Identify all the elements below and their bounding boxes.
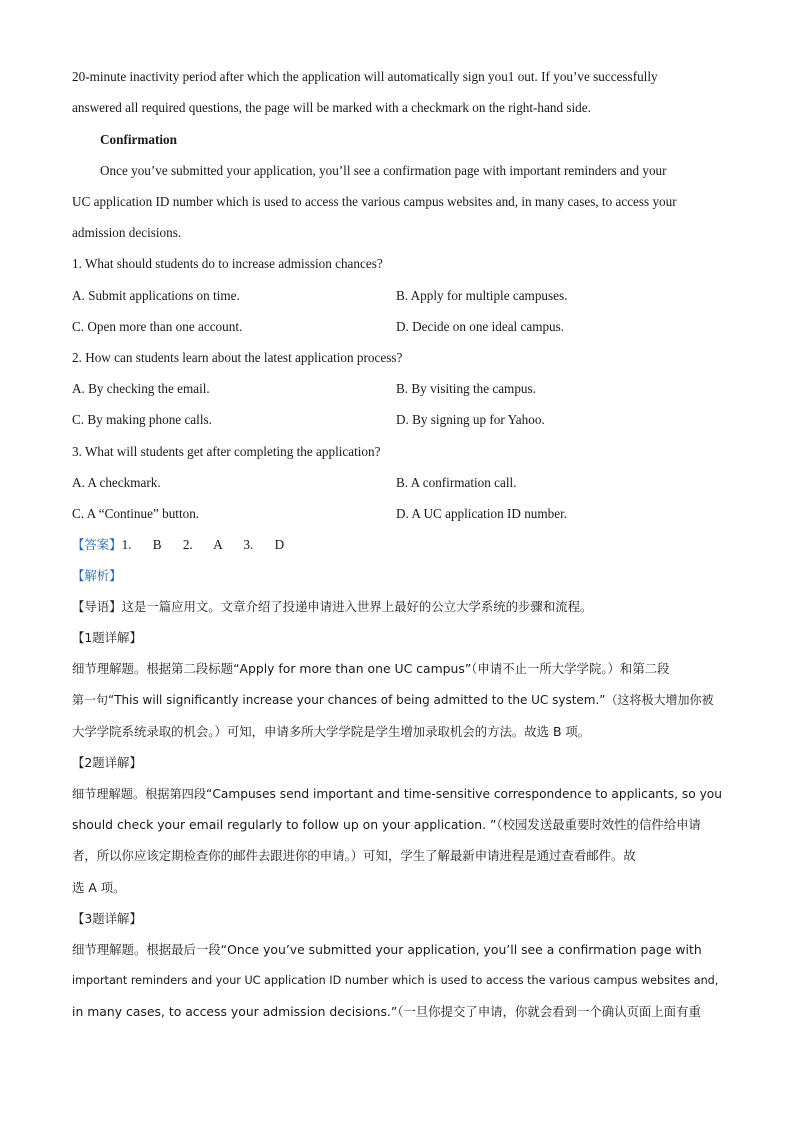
q2-detail-line: 者，所以你应该定期检查你的邮件去跟进你的申请。）可知，学生了解最新申请进程是通过查看邮件。故 (72, 848, 636, 863)
option-a: A. Submit applications on time. (72, 288, 240, 303)
option-c: C. Open more than one account. (72, 319, 243, 334)
q3-detail-line: important reminders and your UC application ID number which is used to access the various campus websites and, (72, 974, 719, 987)
q2-detail-label: 【2题详解】 (72, 755, 142, 770)
passage-line: admission decisions. (72, 225, 182, 240)
answer-line (72, 538, 284, 551)
option-d: D. By signing up for Yahoo. (396, 412, 545, 427)
q1-detail-line: 第一句“This will significantly increase your chances of being admitted to the UC system.”（这将极大增加你被 (72, 693, 714, 707)
question-stem: 2. How can students learn about the latest application process? (72, 350, 403, 365)
intro-text: 这是一篇应用文。文章介绍了投递申请进入世界上最好的公立大学系统的步骤和流程。 (121, 599, 593, 614)
option-a: A. By checking the email. (72, 381, 210, 396)
answer-label: 【答案】 (72, 537, 122, 552)
section-heading: Confirmation (100, 132, 177, 147)
option-c: C. By making phone calls. (72, 412, 212, 427)
q3-detail-line: in many cases, to access your admission decisions.”（一旦你提交了申请，你就会看到一个确认页面上面有重 (72, 1004, 701, 1019)
q1-detail-line: 细节理解题。根据第二段标题“Apply for more than one UC campus”（申请不止一所大学学院。）和第二段 (72, 661, 670, 676)
passage-line: UC application ID number which is used to access the various campus websites and, in many cases, to access your (72, 194, 677, 209)
passage-line: 20-minute inactivity period after which the application will automatically sign you1 out. If you’ve successfully (72, 69, 658, 84)
passage-line: answered all required questions, the page will be marked with a checkmark on the right-hand side. (72, 100, 591, 115)
answer-text: 1. B 2. A 3. D (121, 537, 285, 552)
option-a: A. A checkmark. (72, 475, 161, 490)
q1-detail-line: 大学学院系统录取的机会。）可知，申请多所大学学院是学生增加录取机会的方法。故选 B 项。 (72, 724, 591, 739)
question-stem: 1. What should students do to increase admission chances? (72, 256, 383, 271)
passage-line: Once you’ve submitted your application, you’ll see a confirmation page with important reminders and your (100, 163, 667, 178)
question-stem: 3. What will students get after completing the application? (72, 444, 381, 459)
q1-detail-label: 【1题详解】 (72, 630, 142, 645)
q2-detail-line: 细节理解题。根据第四段“Campuses send important and time-sensitive correspondence to applicants, so you (72, 787, 722, 801)
analysis-label: 【解析】 (72, 568, 122, 583)
option-b: B. A confirmation call. (396, 475, 517, 490)
q3-detail-line: 细节理解题。根据最后一段“Once you’ve submitted your application, you’ll see a confirmation page with (72, 942, 702, 957)
option-d: D. Decide on one ideal campus. (396, 319, 565, 334)
option-b: B. By visiting the campus. (396, 381, 536, 396)
option-b: B. Apply for multiple campuses. (396, 288, 568, 303)
q2-detail-line: 选 A 项。 (72, 880, 126, 895)
q2-detail-line: should check your email regularly to follow up on your application. ”（校园发送最重要时效性的信件给申请 (72, 817, 701, 832)
intro-line (72, 601, 592, 613)
q3-detail-label: 【3题详解】 (72, 911, 142, 926)
option-d: D. A UC application ID number. (396, 506, 568, 521)
intro-label: 【导语】 (72, 599, 122, 614)
option-c: C. A “Continue” button. (72, 506, 200, 521)
